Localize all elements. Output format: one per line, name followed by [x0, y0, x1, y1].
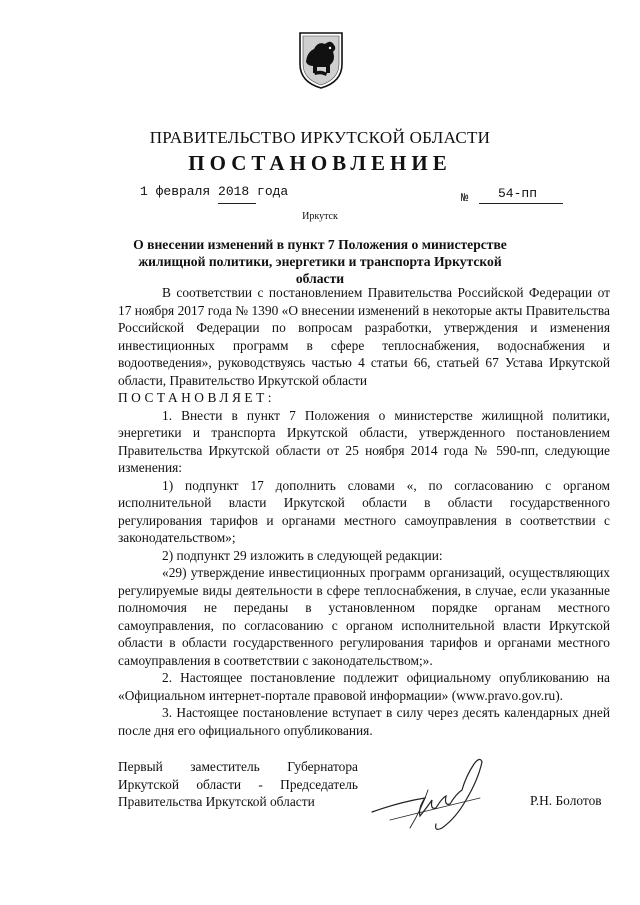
- document-body: [118, 284, 610, 739]
- government-name: ПРАВИТЕЛЬСТВО ИРКУТСКОЙ ОБЛАСТИ: [149, 128, 491, 147]
- number-sign: №: [461, 191, 469, 205]
- signatory-position: [118, 758, 358, 811]
- handwritten-signature-icon: [370, 750, 520, 835]
- position-line-1: Первый заместитель Губернатора: [118, 759, 358, 774]
- document-date: 1 февраля 2018 года: [140, 184, 289, 199]
- subitem-2-text-paragraph: «29) утверждение инвестиционных программ организаций, осуществляющих регулируемые виды деятельности в сфере теплоснабжения, в случае, если указанные полномочия не переданы в установленном порядке органам местного самоуправления, по согласованию с органом исполнительной власти Иркутской области в области государственного регулирования тарифов и органами местного самоуправления в соответствии с законодательством;».: [118, 565, 610, 668]
- signatory-name: Р.Н. Болотов: [530, 793, 602, 808]
- item-3-paragraph: 3. Настоящее постановление вступает в силу через десять календарных дней после дня его официального опубликования.: [118, 705, 610, 738]
- date-underline: [218, 203, 256, 204]
- subitem-1-paragraph: 1) подпункт 17 дополнить словами «, по согласованию с органом исполнительной власти Иркутской области в области государственного регулирования тарифов и органами местного самоуправления в соответствии с законодательством»;: [118, 477, 610, 545]
- position-line-2: Иркутской области - Председатель: [118, 776, 358, 792]
- subitem-2-paragraph: 2) подпункт 29 изложить в следующей редакции:: [162, 547, 443, 563]
- position-line-3: Правительства Иркутской области: [118, 794, 315, 809]
- document-title: О внесении изменений в пункт 7 Положения о министерстве жилищной политики, энергетики и транспорта Иркутской области: [133, 237, 507, 286]
- document-type: ПОСТАНОВЛЕНИЕ: [188, 151, 452, 175]
- resolves-heading: ПОСТАНОВЛЯЕТ:: [118, 390, 275, 405]
- number-underline: [479, 203, 563, 204]
- preamble-paragraph: В соответствии с постановлением Правительства Российской Федерации от 17 ноября 2017 года № 1390 «О внесении изменений в некоторые акты Правительства Российской Федерации по вопросам разработки, утверждения и изменения инвестиционных программ в сфере теплоснабжения, водоснабжения и водоотведения», руководствуясь частью 4 статьи 66, статьей 67 Устава Иркутской области, Правительство Иркутской области: [118, 285, 610, 388]
- item-2-paragraph: 2. Настоящее постановление подлежит официальному опубликованию на «Официальном интернет-портале правовой информации» (www.pravo.gov.ru).: [118, 670, 610, 703]
- city-name: Иркутск: [302, 211, 338, 222]
- irkutsk-coat-of-arms-icon: [297, 30, 345, 90]
- item-1-paragraph: 1. Внести в пункт 7 Положения о министерстве жилищной политики, энергетики и транспорта Иркутской области, утвержденного постановлением Правительства Иркутской области от 25 ноября 2014 года № 590-пп, следующие изменения:: [118, 407, 610, 475]
- document-number: 54-пп: [498, 186, 538, 201]
